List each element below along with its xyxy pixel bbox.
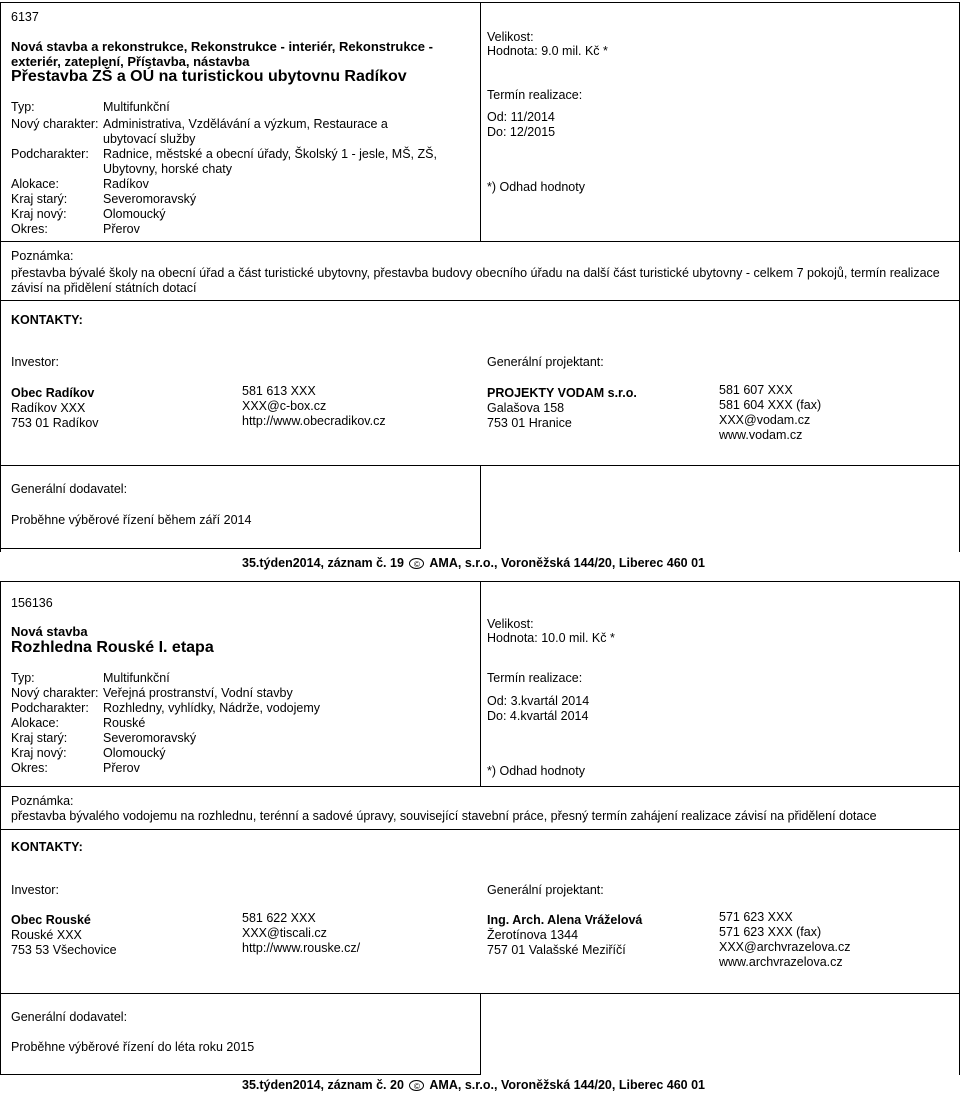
dodavatel-text: Proběhne výběrové řízení do léta roku 2015	[11, 1040, 255, 1054]
project-title: Rozhledna Rouské I. etapa	[11, 639, 214, 656]
record-footer	[242, 556, 705, 571]
project-id: 6137	[11, 10, 39, 24]
odhad-note: *) Odhad hodnoty	[487, 764, 585, 778]
termin-label: Termín realizace:	[487, 671, 583, 685]
projektant-label: Generální projektant:	[487, 355, 604, 369]
velikost-label: Velikost:	[487, 30, 534, 44]
podcharakter-label: Podcharakter:	[11, 701, 89, 715]
investor-web[interactable]: http://www.rouske.cz/	[242, 941, 361, 955]
kontakty-heading: KONTAKTY:	[11, 313, 83, 327]
novy-charakter-value: Administrativa, Vzdělávání a výzkum, Restaurace a ubytovací služby	[103, 117, 388, 146]
termin-od: Od: 11/2014	[487, 110, 555, 124]
footer-publisher: AMA, s.r.o., Voroněžská 144/20, Liberec 460 01	[429, 1078, 706, 1092]
footer-record: 35.týden2014, záznam č. 19	[242, 556, 404, 570]
termin-do: Do: 4.kvartál 2014	[487, 709, 589, 723]
poznamka-text: přestavba bývalého vodojemu na rozhlednu, terénní a sadové úpravy, související stavební práce, přesný termín zahájení realizace závisí na přidělení dotace	[11, 809, 877, 823]
projektant-email[interactable]: XXX@archvrazelova.cz	[719, 940, 851, 954]
okres-label: Okres:	[11, 222, 48, 236]
projektant-city: 757 01 Valašské Meziříčí	[487, 943, 626, 957]
investor-phone: 581 613 XXX	[242, 384, 316, 398]
termin-od: Od: 3.kvartál 2014	[487, 694, 590, 708]
kraj-stary-value: Severomoravský	[103, 731, 197, 745]
odhad-note: *) Odhad hodnoty	[487, 180, 585, 194]
podcharakter-value: Radnice, městské a obecní úřady, Školský 1 - jesle, MŠ, ZŠ, Ubytovny, horské chaty	[103, 147, 437, 176]
podcharakter-label: Podcharakter:	[11, 147, 89, 161]
okres-value: Přerov	[103, 761, 140, 775]
section-divider	[0, 241, 960, 242]
project-title: Přestavba ZŠ a OÚ na turistickou ubytovnu Radíkov	[11, 68, 407, 85]
projektant-name: Ing. Arch. Alena Vráželová	[487, 913, 643, 927]
projektant-address: Galašova 158	[487, 401, 565, 415]
investor-city: 753 53 Všechovice	[11, 943, 117, 957]
termin-label: Termín realizace:	[487, 88, 583, 102]
section-divider	[0, 300, 960, 301]
projektant-phone: 571 623 XXX	[719, 910, 793, 924]
project-category: Nová stavba a rekonstrukce, Rekonstrukce - interiér, Rekonstrukce - exteriér, zateplení, Přístavba, nástavba	[11, 39, 433, 69]
column-divider	[480, 581, 481, 787]
column-divider	[480, 465, 481, 549]
column-divider	[480, 993, 481, 1075]
dodavatel-text: Proběhne výběrové řízení během září 2014	[11, 513, 252, 527]
novy-charakter-label: Nový charakter:	[11, 117, 99, 131]
projektant-web[interactable]: www.vodam.cz	[719, 428, 803, 442]
okres-label: Okres:	[11, 761, 48, 775]
alokace-label: Alokace:	[11, 716, 59, 730]
projektant-phone: 581 607 XXX	[719, 383, 793, 397]
investor-web[interactable]: http://www.obecradikov.cz	[242, 414, 386, 428]
alokace-value: Rouské	[103, 716, 146, 730]
kraj-novy-label: Kraj nový:	[11, 207, 67, 221]
typ-label: Typ:	[11, 671, 35, 685]
kraj-stary-value: Severomoravský	[103, 192, 197, 206]
column-divider	[480, 2, 481, 242]
project-category: Nová stavba	[11, 624, 88, 639]
dodavatel-label: Generální dodavatel:	[11, 1010, 128, 1024]
copyright-icon: ©	[409, 1080, 424, 1091]
section-divider	[0, 548, 481, 549]
okres-value: Přerov	[103, 222, 140, 236]
investor-name: Obec Rouské	[11, 913, 91, 927]
footer-publisher: AMA, s.r.o., Voroněžská 144/20, Liberec 460 01	[429, 556, 706, 570]
record-footer	[242, 1078, 705, 1093]
investor-city: 753 01 Radíkov	[11, 416, 99, 430]
hodnota-value: Hodnota: 10.0 mil. Kč *	[487, 631, 615, 645]
investor-label: Investor:	[11, 883, 59, 897]
poznamka-label: Poznámka:	[11, 794, 74, 808]
copyright-icon: ©	[409, 558, 424, 569]
project-id: 156136	[11, 596, 53, 610]
projektant-label: Generální projektant:	[487, 883, 604, 897]
projektant-address: Žerotínova 1344	[487, 928, 579, 942]
projektant-fax: 581 604 XXX (fax)	[719, 398, 822, 412]
kraj-stary-label: Kraj starý:	[11, 192, 68, 206]
projektant-name: PROJEKTY VODAM s.r.o.	[487, 386, 637, 400]
termin-do: Do: 12/2015	[487, 125, 556, 139]
alokace-value: Radíkov	[103, 177, 149, 191]
section-divider	[0, 786, 960, 787]
novy-charakter-value: Veřejná prostranství, Vodní stavby	[103, 686, 293, 700]
kraj-stary-label: Kraj starý:	[11, 731, 68, 745]
projektant-web[interactable]: www.archvrazelova.cz	[719, 955, 843, 969]
investor-address: Rouské XXX	[11, 928, 82, 942]
investor-email[interactable]: XXX@tiscali.cz	[242, 926, 327, 940]
kraj-novy-label: Kraj nový:	[11, 746, 67, 760]
dodavatel-label: Generální dodavatel:	[11, 482, 128, 496]
kontakty-heading: KONTAKTY:	[11, 840, 83, 854]
typ-label: Typ:	[11, 100, 35, 114]
investor-email[interactable]: XXX@c-box.cz	[242, 399, 327, 413]
velikost-label: Velikost:	[487, 617, 534, 631]
investor-name: Obec Radíkov	[11, 386, 95, 400]
novy-charakter-label: Nový charakter:	[11, 686, 99, 700]
projektant-fax: 571 623 XXX (fax)	[719, 925, 822, 939]
hodnota-value: Hodnota: 9.0 mil. Kč *	[487, 44, 608, 58]
investor-label: Investor:	[11, 355, 59, 369]
kraj-novy-value: Olomoucký	[103, 746, 166, 760]
poznamka-text: přestavba bývalé školy na obecní úřad a část turistické ubytovny, přestavba budovy obecního úřadu na další část turistické ubytovny - celkem 7 pokojů, termín realizace závisí na přidělení státních dotací	[11, 266, 940, 295]
investor-address: Radíkov XXX	[11, 401, 86, 415]
podcharakter-value: Rozhledny, vyhlídky, Nádrže, vodojemy	[103, 701, 320, 715]
projektant-city: 753 01 Hranice	[487, 416, 572, 430]
footer-record: 35.týden2014, záznam č. 20	[242, 1078, 404, 1092]
alokace-label: Alokace:	[11, 177, 59, 191]
poznamka-label: Poznámka:	[11, 249, 74, 263]
kraj-novy-value: Olomoucký	[103, 207, 166, 221]
projektant-email[interactable]: XXX@vodam.cz	[719, 413, 811, 427]
section-divider	[0, 829, 960, 830]
section-divider	[0, 1074, 481, 1075]
investor-phone: 581 622 XXX	[242, 911, 316, 925]
typ-value: Multifunkční	[103, 100, 170, 114]
typ-value: Multifunkční	[103, 671, 170, 685]
